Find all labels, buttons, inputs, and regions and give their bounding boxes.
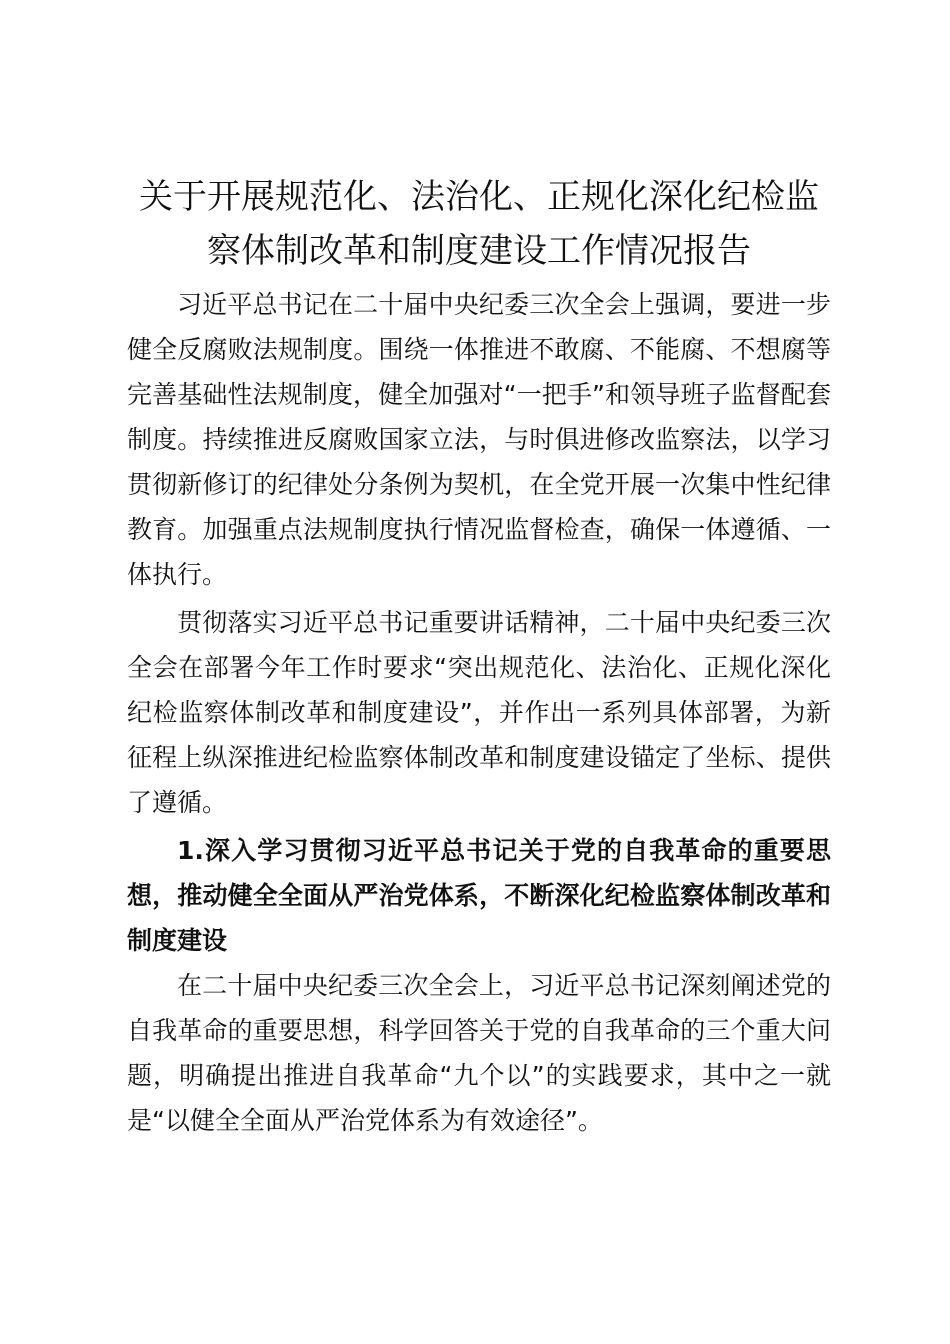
document-page <box>127 170 831 1143</box>
paragraph-1: 习近平总书记在二十届中央纪委三次全会上强调，要进一步健全反腐败法规制度。围绕一体推进不敢腐、不能腐、不想腐等完善基础性法规制度，健全加强对“一把手”和领导班子监督配套制度。持续推进反腐败国家立法，与时俱进修改监察法，以学习贯彻新修订的纪律处分条例为契机，在全党开展一次集中性纪律教育。加强重点法规制度执行情况监督检查，确保一体遵循、一体执行。 <box>127 290 831 589</box>
section-1-heading: 1.深入学习贯彻习近平总书记关于党的自我革命的重要思想，推动健全全面从严治党体系，不断深化纪检监察体制改革和制度建设 <box>127 836 831 955</box>
document-title: 关于开展规范化、法治化、正规化深化纪检监察体制改革和制度建设工作情况报告 <box>139 177 819 271</box>
paragraph-2: 贯彻落实习近平总书记重要讲话精神，二十届中央纪委三次全会在部署今年工作时要求“突出规范化、法治化、正规化深化纪检监察体制改革和制度建设”，并作出一系列具体部署，为新征程上纵深推进纪检监察体制改革和制度建设锚定了坐标、提供了遵循。 <box>127 608 831 817</box>
section-1-body: 在二十届中央纪委三次全会上，习近平总书记深刻阐述党的自我革命的重要思想，科学回答关于党的自我革命的三个重大问题，明确提出推进自我革命“九个以”的实践要求，其中之一就是“以健全全面从严治党体系为有效途径”。 <box>127 971 831 1135</box>
